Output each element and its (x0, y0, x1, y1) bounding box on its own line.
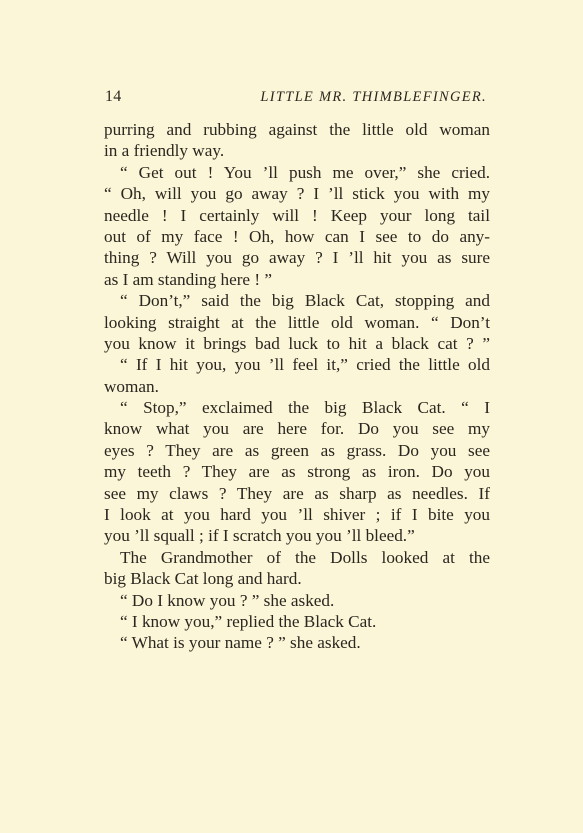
text-line: “ I know you,” replied the Black Cat. (120, 611, 377, 631)
text-line: you know it brings bad luck to hit a black cat ? ” (104, 333, 490, 353)
text-line: woman. (104, 376, 159, 396)
text-line: see my claws ? They are as sharp as needles. If (104, 483, 490, 503)
text-line: looking straight at the little old woman. “ Don’t (104, 312, 490, 332)
text-line: eyes ? They are as green as grass. Do you see (104, 440, 490, 460)
text-line: know what you are here for. Do you see my (104, 419, 490, 439)
text-line: my teeth ? They are as strong as iron. Do you (104, 462, 490, 482)
page-number: 14 (105, 88, 122, 105)
text-line: “ What is your name ? ” she asked. (120, 633, 361, 653)
text-line: “ Get out ! You ’ll push me over,” she cried. (120, 162, 490, 182)
text-line: big Black Cat long and hard. (104, 569, 302, 589)
text-line: “ Oh, will you go away ? I ’ll stick you with my (104, 184, 490, 204)
body-text (104, 119, 490, 654)
running-title: LITTLE MR. THIMBLEFINGER. (260, 89, 487, 105)
text-line: “ Stop,” exclaimed the big Black Cat. “ I (120, 398, 490, 418)
text-line: I look at you hard you ’ll shiver ; if I bite you (104, 505, 490, 525)
text-line: needle ! I certainly will ! Keep your long tail (104, 205, 490, 225)
text-line: “ Don’t,” said the big Black Cat, stopping and (120, 291, 490, 311)
text-line: in a friendly way. (104, 141, 225, 161)
text-line: you ’ll squall ; if I scratch you you ’ll bleed.” (104, 526, 415, 546)
text-line: thing ? Will you go away ? I ’ll hit you as sure (104, 248, 490, 268)
text-line: out of my face ! Oh, how can I see to do any- (104, 226, 490, 246)
running-head (105, 88, 487, 108)
text-line: “ Do I know you ? ” she asked. (120, 590, 335, 610)
text-line: purring and rubbing against the little old woman (104, 120, 490, 139)
text-line: as I am standing here ! ” (104, 269, 272, 289)
text-line: “ If I hit you, you ’ll feel it,” cried the little old (120, 355, 490, 375)
text-line: The Grandmother of the Dolls looked at the (120, 547, 490, 567)
